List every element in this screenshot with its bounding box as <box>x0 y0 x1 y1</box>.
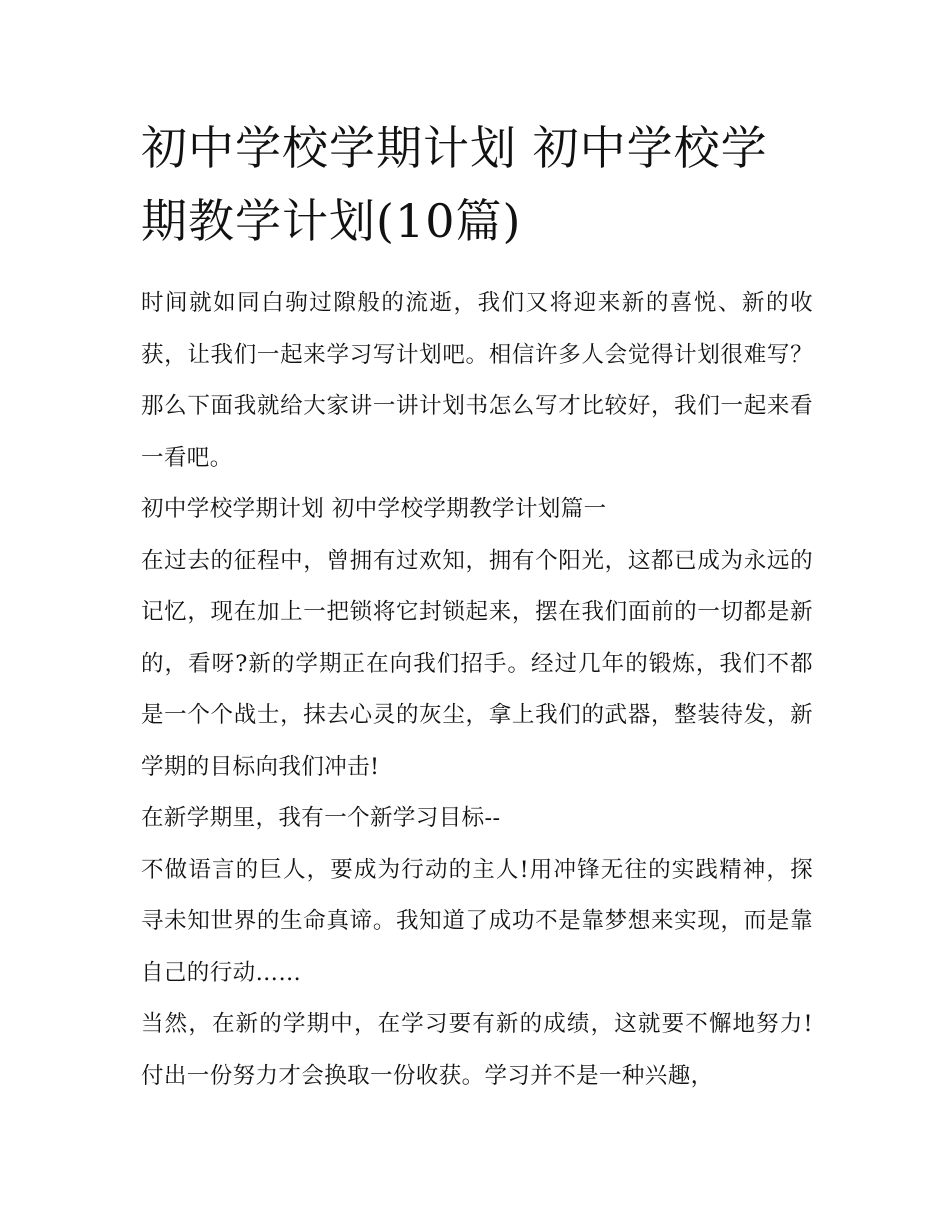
intro-paragraph: 时间就如同白驹过隙般的流逝，我们又将迎来新的喜悦、新的收获，让我们一起来学习写计划吧。相信许多人会觉得计划很难写？那么下面我就给大家讲一讲计划书怎么写才比较好，我们一起来看一看吧。 <box>141 290 813 471</box>
body-paragraph-3: 不做语言的巨人，要成为行动的主人!用冲锋无往的实践精神，探寻未知世界的生命真谛。我知道了成功不是靠梦想来实现，而是靠自己的行动…… <box>141 856 813 986</box>
body-paragraph-2: 在新学期里，我有一个新学习目标-- <box>141 805 501 831</box>
body-paragraph-1: 在过去的征程中，曾拥有过欢知，拥有个阳光，这都已成为永远的记忆，现在加上一把锁将它封锁起来，摆在我们面前的一切都是新的，看呀?新的学期正在向我们招手。经过几年的锻炼，我们不都是一个个战士，抹去心灵的灰尘，拿上我们的武器，整装待发，新学期的目标向我们冲击! <box>141 547 813 780</box>
section-heading: 初中学校学期计划 初中学校学期教学计划篇一 <box>141 496 607 522</box>
document-title: 初中学校学期计划 初中学校学期教学计划(10篇) <box>141 121 768 248</box>
document-page <box>141 112 813 1102</box>
body-paragraph-4: 当然，在新的学期中，在学习要有新的成绩，这就要不懈地努力!付出一份努力才会换取一份收获。学习并不是一种兴趣， <box>141 1011 813 1089</box>
